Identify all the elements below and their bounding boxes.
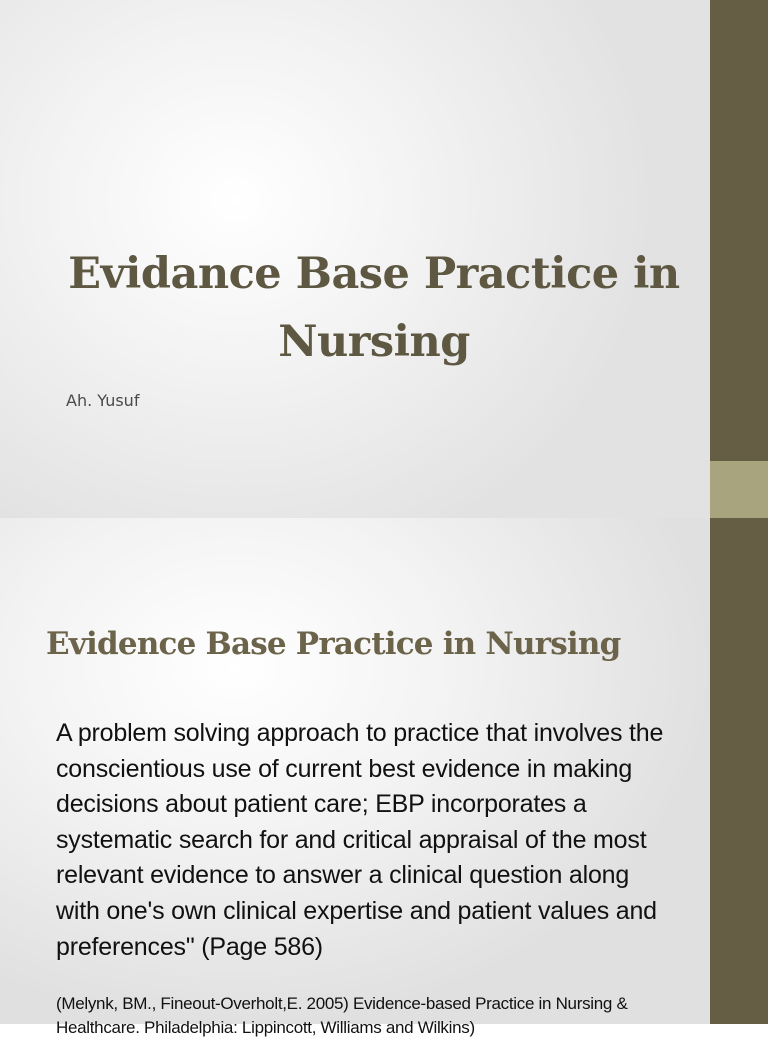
side-band	[710, 0, 768, 518]
slide-title: Evidance Base Practice in Nursing	[68, 249, 680, 367]
content-slide	[0, 518, 768, 1037]
slide-author: Ah. Yusuf	[66, 391, 140, 410]
slide-heading: Evidence Base Practice in Nursing	[46, 626, 621, 662]
accent-block	[710, 461, 768, 518]
side-band	[710, 518, 768, 1024]
title-slide	[0, 0, 768, 518]
definition-text: A problem solving approach to practice that involves the conscientious use of current best evidence in making decisions about patient care; EBP incorporates a systematic search for and critical appraisal of the most relevant evidence to answer a clinical question along with one's own clinical expertise and patient values and preferences" (Page 586)	[56, 719, 664, 961]
citation-text: (Melynk, BM., Fineout-Overholt,E. 2005) Evidence-based Practice in Nursing & Healthcare. Philadelphia: Lippincott, Williams and Wilkins)	[56, 994, 628, 1037]
